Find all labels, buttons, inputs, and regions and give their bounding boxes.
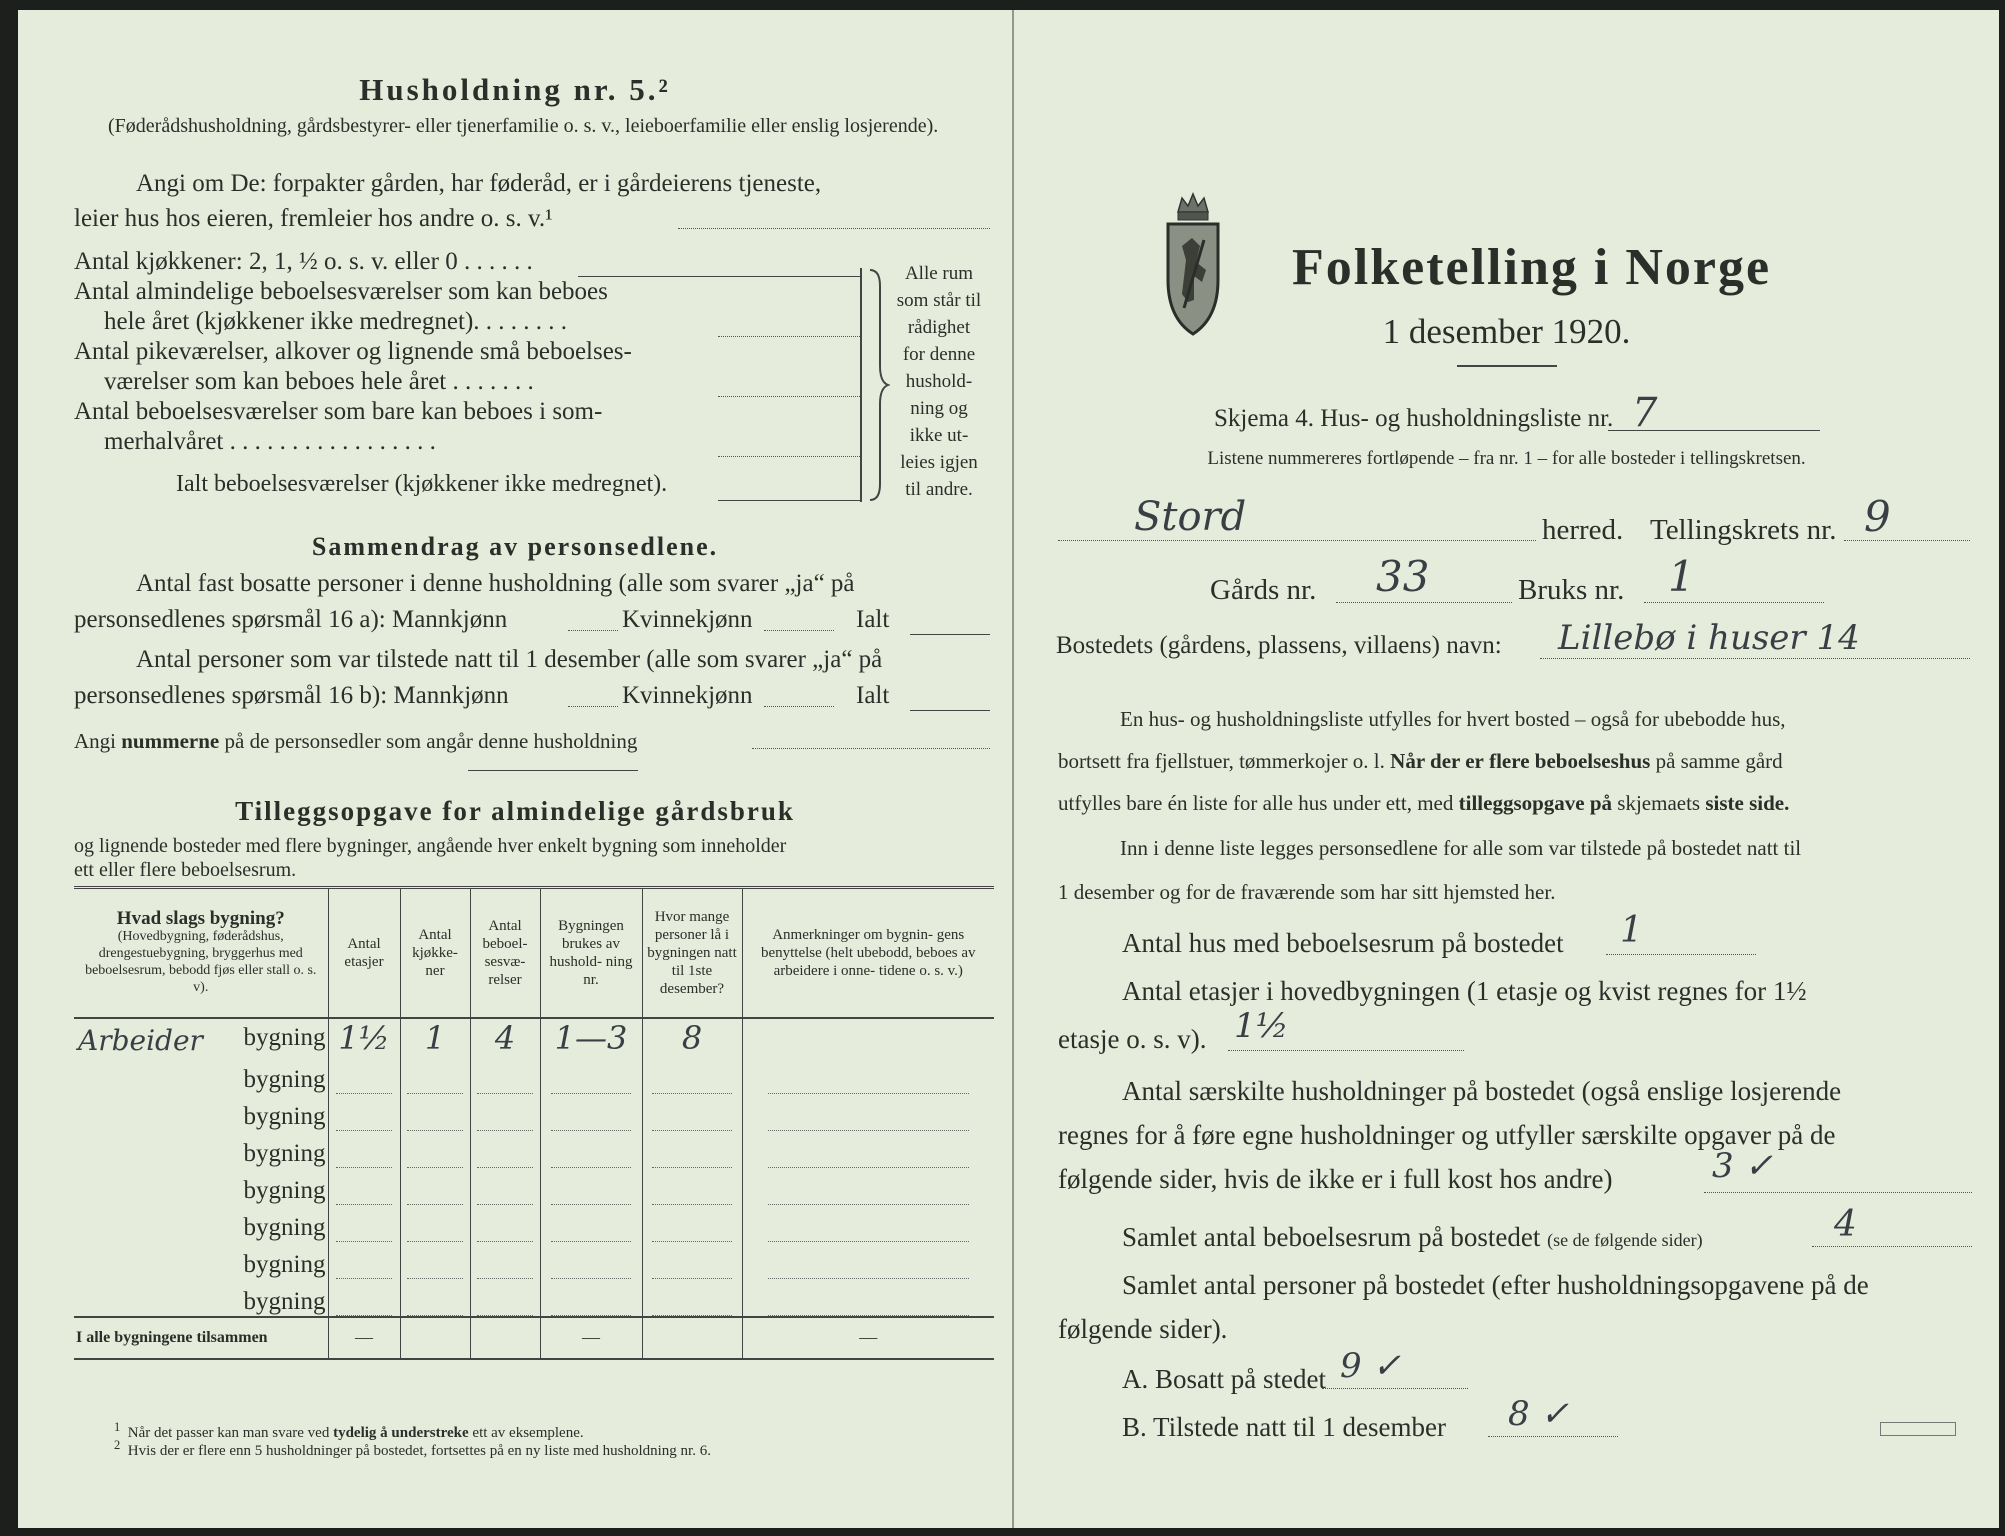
bosted-value: Lillebø i huser 14 — [1558, 618, 1860, 658]
bruks-label: Bruks nr. — [1518, 574, 1625, 606]
p1-mann-line — [568, 630, 618, 631]
q-etasjer-a: Antal etasjer i hovedbygningen (1 etasje og kvist regnes for 1½ — [1122, 976, 1807, 1006]
remarks-value — [742, 1018, 994, 1057]
total-rooms-answer-line — [718, 500, 862, 501]
bosatt-line — [1322, 1388, 1468, 1389]
rooms-value: 4 — [470, 1018, 540, 1057]
list-number-line — [1608, 430, 1820, 431]
table-row: bygning — [74, 1168, 994, 1205]
q-rum-value: 4 — [1834, 1204, 1857, 1245]
gards-line — [1336, 602, 1512, 603]
building-type-value: Arbeider — [78, 1023, 203, 1057]
table-row: bygning — [74, 1057, 994, 1094]
col-header-floors: Antal etasjer — [328, 888, 400, 1018]
table-row: bygning — [74, 1205, 994, 1242]
tilstede-value: 8 ✓ — [1508, 1394, 1569, 1434]
col-header-remarks: Anmerkninger om bygnin- gens benyttelse (helt ubebodd, beboes av arbeidere i onne- tidene o. s. v.) — [742, 888, 994, 1018]
tellingskrets-value: 9 — [1864, 492, 1891, 541]
summary-p2-a: Antal personer som var tilstede natt til 1 desember (alle som svarer „ja“ på — [136, 646, 883, 673]
col-header-kitchens: Antal kjøkke- ner — [400, 888, 470, 1018]
summer-rooms-answer-line — [718, 456, 862, 457]
maid-rooms-answer-line — [718, 396, 862, 397]
census-date: 1 desember 1920. — [1382, 312, 1631, 351]
ordinary-rooms-answer-line — [718, 336, 862, 337]
angi-nummer-answer-line — [752, 748, 990, 749]
p1-ialt-label: Ialt — [856, 606, 890, 633]
angi-line-2: leier hus hos eieren, fremleier hos andre o. s. v.¹ — [74, 205, 553, 232]
angi-nummer-line: Angi nummerne på de personsedler som angår denne husholdning — [74, 729, 638, 753]
tellingskrets-line — [1844, 540, 1970, 541]
angi-line-1: Angi om De: forpakter gården, har føderåd, er i gårdeierens tjeneste, — [136, 170, 822, 197]
printer-stamp — [1880, 1422, 1956, 1436]
col-header-rooms: Antal beboel- sesvæ- relser — [470, 888, 540, 1018]
bosted-label: Bostedets (gårdens, plassens, villaens) navn: — [1056, 632, 1502, 659]
footnote-2: $^2$ Hvis der er flere enn 5 husholdninger på bostedet, fortsettes på en ny liste med husholdning nr. 6. — [114, 1438, 711, 1459]
table-row — [74, 1018, 994, 1057]
bosatt-label: A. Bosatt på stedet — [1122, 1364, 1326, 1394]
building-table — [74, 886, 994, 1360]
q-etasjer-value: 1½ — [1234, 1006, 1289, 1046]
maid-rooms-label-2: værelser som kan beboes hele året . . . . . . . — [104, 368, 534, 395]
household-value: 1—3 — [540, 1018, 642, 1057]
bosted-line — [1540, 658, 1970, 659]
list-number-value: 7 — [1632, 390, 1658, 436]
p2-ialt-line — [910, 710, 990, 711]
p1-ialt-line — [910, 634, 990, 635]
table-row: bygning — [74, 1094, 994, 1131]
table-row: bygning — [74, 1242, 994, 1279]
q-hus-label: Antal hus med beboelsesrum på bostedet — [1122, 928, 1564, 958]
q-hush-c: følgende sider, hvis de ikke er i full kost hos andre) — [1058, 1164, 1613, 1194]
col-header-household: Bygningen brukes av hushold- ning nr. — [540, 888, 642, 1018]
rooms-divider — [860, 268, 862, 502]
right-page — [1014, 10, 1999, 1528]
q-etasjer-line — [1228, 1050, 1464, 1051]
bruks-value: 1 — [1668, 552, 1695, 601]
footnote-1: $^1$ Når det passer kan man svare ved tydelig å understreke ett av eksemplene. — [114, 1420, 584, 1441]
col-header-building-type: Hvad slags bygning? (Hovedbygning, føderådshus, drengestuebygning, bryggerhus med beboelsesrum, bebodd fjøs eller stall o. s. v). — [74, 888, 328, 1018]
tilstede-line — [1488, 1436, 1618, 1437]
tellingskrets-label: Tellingskrets nr. — [1650, 514, 1837, 546]
persons-value: 8 — [642, 1018, 742, 1057]
herred-line — [1058, 540, 1536, 541]
p2-kvinne-label: Kvinnekjønn — [622, 682, 753, 709]
household-title: Husholdning nr. 5.² — [359, 72, 671, 107]
angi-answer-line — [678, 228, 990, 229]
kitchens-value: 1 — [400, 1018, 470, 1057]
bruks-line — [1644, 602, 1824, 603]
title-rule — [1457, 365, 1557, 367]
q-hush-line — [1704, 1192, 1972, 1193]
left-page — [18, 10, 1012, 1528]
summary-p2-b: personsedlenes spørsmål 16 b): Mannkjønn — [74, 682, 509, 709]
table-row: bygning — [74, 1131, 994, 1168]
rooms-side-note: Alle rum som står til rådighet for denne hushold- ning og ikke ut- leies igjen til andre. — [896, 263, 982, 500]
kitchens-answer-line — [578, 276, 862, 277]
summary-title: Sammendrag av personsedlene. — [311, 532, 719, 561]
total-row: I alle bygningene tilsammen — — — — [74, 1317, 994, 1359]
q-rum-line — [1812, 1246, 1972, 1247]
col-header-persons: Hvor mange personer lå i bygningen natt til 1ste desember? — [642, 888, 742, 1018]
household-intro-note: (Føderådshusholdning, gårdsbestyrer- eller tjenerfamilie o. s. v., leieboerfamilie eller enslig losjerende). — [108, 115, 939, 137]
skjema-label: Skjema 4. Hus- og husholdningsliste nr. — [1214, 405, 1614, 432]
instructions-2: Inn i denne liste legges personsedlene for alle som var tilstede på bostedet natt til 1 desember og for de fraværende som har sitt hjemsted her. — [1058, 836, 1802, 904]
q-hush-value: 3 ✓ — [1712, 1146, 1773, 1186]
q-hush-a: Antal særskilte husholdninger på bostedet (også enslige losjerende — [1122, 1076, 1842, 1106]
ordinary-rooms-label-2: hele året (kjøkkener ikke medregnet). . . . . . . . — [104, 308, 568, 335]
census-title: Folketelling i Norge — [1292, 239, 1772, 296]
floors-value: 1½ — [328, 1018, 400, 1057]
tilstede-label: B. Tilstede natt til 1 desember — [1122, 1412, 1446, 1442]
total-rooms-label: Ialt beboelsesværelser (kjøkkener ikke medregnet). — [176, 471, 668, 497]
summer-rooms-label-2: merhalvåret . . . . . . . . . . . . . . . . . — [104, 428, 436, 455]
gards-label: Gårds nr. — [1210, 574, 1317, 606]
supplement-subtitle-1: og lignende bosteder med flere bygninger, angående hver enkelt bygning som inneholder — [74, 835, 787, 857]
q-etasjer-b: etasje o. s. v). — [1058, 1024, 1207, 1054]
p2-mann-line — [568, 706, 618, 707]
listene-note: Listene nummereres fortløpende – fra nr. 1 – for alle bosteder i tellingskretsen. — [1207, 448, 1806, 469]
p2-ialt-label: Ialt — [856, 682, 890, 709]
kitchens-label: Antal kjøkkener: 2, 1, ½ o. s. v. eller 0 . . . . . . — [74, 248, 533, 275]
q-hus-line — [1606, 954, 1756, 955]
q-rum-label: Samlet antal beboelsesrum på bostedet (se de følgende sider) — [1122, 1222, 1703, 1252]
gards-value: 33 — [1376, 552, 1430, 601]
total-row-label: I alle bygningene tilsammen — [74, 1317, 328, 1359]
herred-value: Stord — [1134, 494, 1247, 540]
summer-rooms-label-1: Antal beboelsesværelser som bare kan beboes i som- — [74, 398, 603, 425]
summary-p1-a: Antal fast bosatte personer i denne husholdning (alle som svarer „ja“ på — [136, 570, 855, 597]
summary-p1-b: personsedlenes spørsmål 16 a): Mannkjønn — [74, 606, 508, 633]
p1-kvinne-label: Kvinnekjønn — [622, 606, 753, 633]
q-hush-b: regnes for å føre egne husholdninger og utfyller særskilte opgaver på de — [1058, 1120, 1836, 1150]
instructions-1: En hus- og husholdningsliste utfylles for hvert bosted – også for ubebodde hus, bortsett fra fjellstuer, tømmerkojer o. l. Når der er flere beboelseshus på samme gård utfylles bare én liste for alle hus under ett, med tilleggsopgave på skjemaets siste side. — [1058, 707, 1790, 815]
maid-rooms-label-1: Antal pikeværelser, alkover og lignende små beboelses- — [74, 338, 632, 365]
herred-label: herred. — [1542, 514, 1624, 546]
ordinary-rooms-label-1: Antal almindelige beboelsesværelser som kan beboes — [74, 278, 608, 305]
section-separator — [468, 770, 638, 771]
supplement-title: Tilleggsopgave for almindelige gårdsbruk — [235, 796, 795, 826]
row-label: bygning — [243, 1023, 326, 1051]
q-pers-b: følgende sider). — [1058, 1314, 1228, 1344]
p1-kvinne-line — [764, 630, 834, 631]
q-pers-a: Samlet antal personer på bostedet (efter husholdningsopgavene på de — [1122, 1270, 1869, 1300]
p2-kvinne-line — [764, 706, 834, 707]
supplement-subtitle-2: ett eller flere beboelsesrum. — [74, 859, 297, 881]
q-hus-value: 1 — [1620, 910, 1643, 951]
table-row: bygning — [74, 1279, 994, 1317]
bosatt-value: 9 ✓ — [1340, 1346, 1401, 1386]
